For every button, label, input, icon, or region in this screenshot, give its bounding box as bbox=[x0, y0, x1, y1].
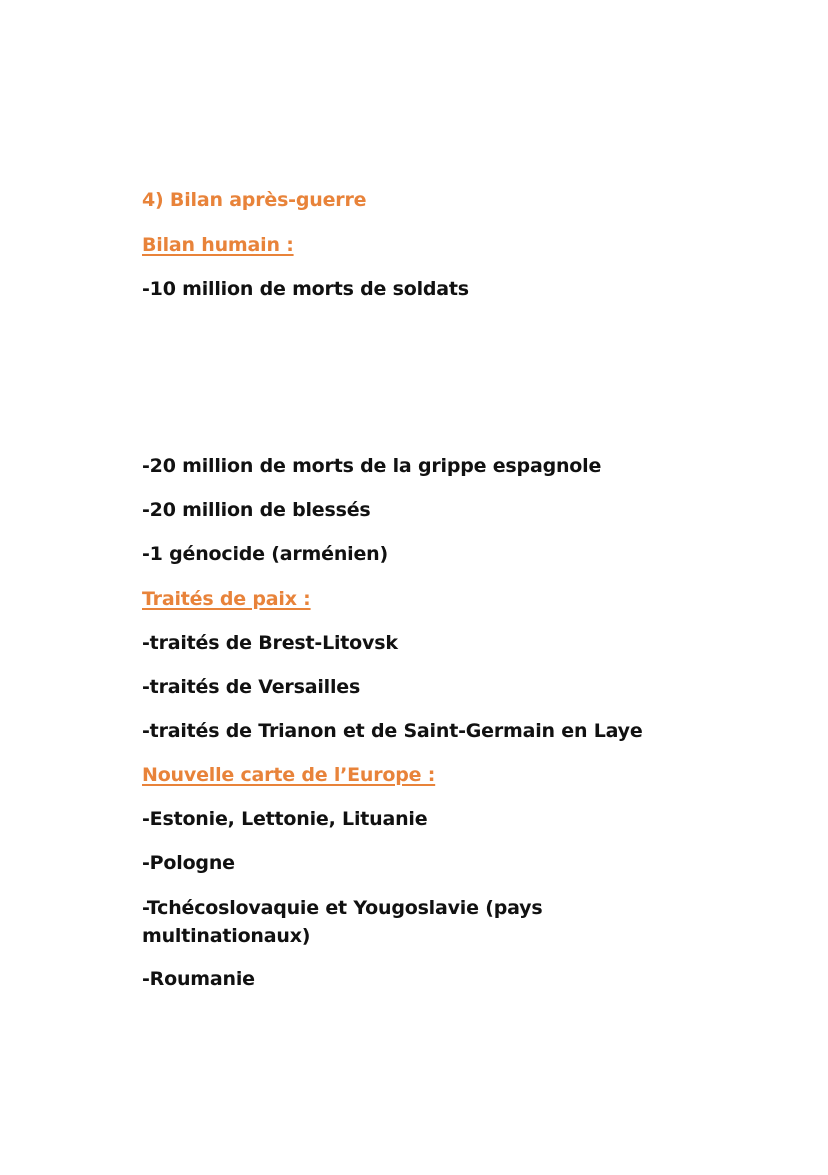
heading-bilan-humain: Bilan humain : bbox=[142, 234, 294, 256]
list-item: -traités de Trianon et de Saint-Germain en Laye bbox=[142, 720, 643, 742]
list-item: -traités de Versailles bbox=[142, 676, 361, 698]
section-title: 4) Bilan après-guerre bbox=[142, 189, 367, 211]
heading-traites-de-paix: Traités de paix : bbox=[142, 588, 311, 610]
list-item: -10 million de morts de soldats bbox=[142, 278, 469, 300]
list-item: -Roumanie bbox=[142, 968, 255, 990]
list-item: -Tchécoslovaquie et Yougoslavie (pays multinationaux) bbox=[142, 897, 543, 947]
list-item: -1 génocide (arménien) bbox=[142, 543, 388, 565]
list-item: -Pologne bbox=[142, 852, 235, 874]
list-item: -20 million de blessés bbox=[142, 499, 371, 521]
list-item: -Estonie, Lettonie, Lituanie bbox=[142, 808, 428, 830]
list-item: -traités de Brest-Litovsk bbox=[142, 632, 398, 654]
list-item: -20 million de morts de la grippe espagnole bbox=[142, 455, 602, 477]
heading-nouvelle-carte: Nouvelle carte de l’Europe : bbox=[142, 764, 436, 786]
